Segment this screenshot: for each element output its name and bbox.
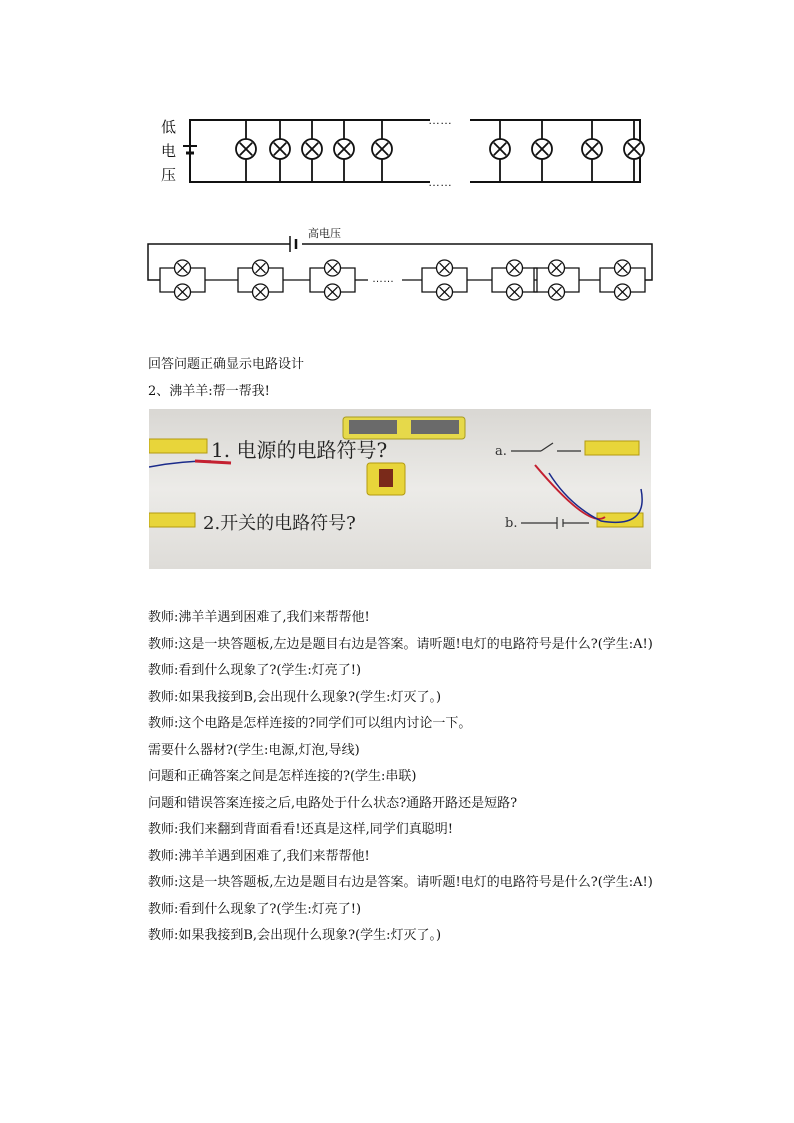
series-parallel-circuit-diagram (140, 222, 660, 314)
terminal-q1 (149, 439, 207, 453)
terminal-a (585, 441, 639, 455)
dialogue-line-9: 教师:我们来翻到背面看看!还真是这样,同学们真聪明! (148, 822, 453, 837)
ellipsis-top: …… (428, 113, 452, 127)
board-question-1: 1. 电源的电路符号? (211, 438, 388, 462)
label-di: 低 (161, 119, 177, 136)
answer-a-label: a. (495, 444, 507, 459)
dialogue-line-3: 教师:看到什么现象了?(学生:灯亮了!) (148, 663, 362, 678)
dialogue-line-11: 教师:这是一块答题板,左边是题目右边是答案。请听题!电灯的电路符号是什么?(学生:A!) (148, 875, 653, 890)
dialogue-line-7: 问题和正确答案之间是怎样连接的?(学生:串联) (148, 769, 417, 784)
section-heading: 回答问题正确显示电路设计 (148, 357, 305, 372)
dialogue-line-13: 教师:如果我接到B,会出现什么现象?(学生:灯灭了。) (148, 928, 442, 943)
dialogue-line-1: 教师:沸羊羊遇到困难了,我们来帮帮他! (148, 610, 370, 625)
answer-board-photo (149, 409, 651, 569)
dialogue-line-2: 教师:这是一块答题板,左边是题目右边是答案。请听题!电灯的电路符号是什么?(学生:A!) (148, 636, 653, 652)
answer-b-label: b. (505, 516, 518, 531)
ellipsis-bottom: …… (428, 175, 452, 189)
ellipsis-middle: …… (372, 273, 394, 285)
dialogue-line-5: 教师:这个电路是怎样连接的?同学们可以组内讨论一下。 (148, 716, 472, 731)
dialogue-line-6: 需要什么器材?(学生:电源,灯泡,导线) (148, 742, 360, 758)
terminal-q2 (149, 513, 195, 527)
dialogue-text (121, 605, 661, 950)
activity-title: 2、沸羊羊:帮一帮我! (148, 384, 270, 399)
dialogue-line-10: 教师:沸羊羊遇到困难了,我们来帮帮他! (148, 848, 370, 864)
label-ya: 压 (161, 167, 177, 184)
dialogue-line-4: 教师:如果我接到B,会出现什么现象?(学生:灯灭了。) (148, 689, 442, 705)
high-voltage-label: 高电压 (308, 228, 341, 240)
parallel-circuit-diagram (150, 108, 660, 194)
dialogue-line-12: 教师:看到什么现象了?(学生:灯亮了!) (148, 901, 362, 917)
label-dian: 电 (161, 143, 177, 160)
board-question-2: 2.开关的电路符号? (203, 513, 356, 534)
dialogue-line-8: 问题和错误答案连接之后,电路处于什么状态?通路开路还是短路? (148, 795, 518, 811)
